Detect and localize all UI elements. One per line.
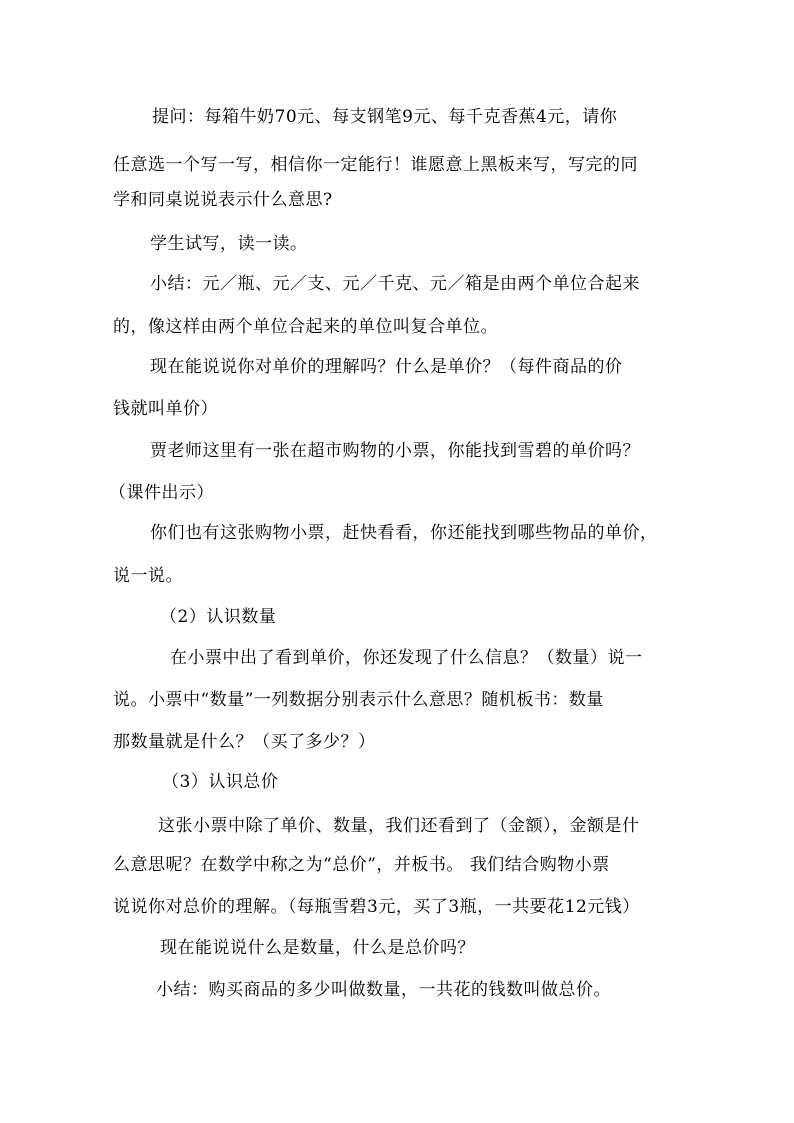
paragraph-line: 说一说。 (113, 566, 183, 586)
paragraph-line: 说说你对总价的理解。（每瓶雪碧3元，买了3瓶，一共要花12元钱） (113, 897, 640, 917)
section-heading: （3）认识总价 (162, 772, 279, 792)
paragraph-line: 么意思呢？在数学中称之为“总价”，并板书。 我们结合购物小票 (113, 855, 610, 875)
paragraph-line: 小结：元／瓶、元／支、元／千克、元／箱是由两个单位合起来 (150, 274, 640, 294)
paragraph-line: 你们也有这张购物小票，赶快看看，你还能找到哪些物品的单价， (150, 523, 658, 543)
paragraph-line: （课件出示） (109, 483, 214, 503)
paragraph-line: 任意选一个写一写，相信你一定能行！谁愿意上黑板来写，写完的同 (113, 155, 638, 175)
section-heading: （2）认识数量 (160, 607, 277, 627)
paragraph-line: 现在能说说什么是数量，什么是总价吗？ (160, 938, 475, 958)
paragraph-line: 在小票中出了看到单价，你还发现了什么信息？（数量）说一 (170, 648, 643, 668)
paragraph-line: 小结：购买商品的多少叫做数量，一共花的钱数叫做总价。 (156, 980, 611, 1000)
paragraph-line: 的，像这样由两个单位合起来的单位叫复合单位。 (113, 317, 498, 337)
paragraph-line: 学和同桌说说表示什么意思? (113, 190, 333, 210)
paragraph-line: 贾老师这里有一张在超市购物的小票，你能找到雪碧的单价吗？ (150, 441, 640, 461)
paragraph-line: 那数量就是什么？（买了多少？） (113, 732, 376, 752)
paragraph-line: 这张小票中除了单价、数量，我们还看到了（金额），金额是什 (158, 816, 640, 836)
paragraph-line: 提问：每箱牛奶70元、每支钢笔9元、每千克香蕉4元，请你 (152, 107, 618, 127)
paragraph-line: 现在能说说你对单价的理解吗？什么是单价？（每件商品的价 (150, 357, 623, 377)
paragraph-line: 说。小票中“数量”一列数据分别表示什么意思？随机板书：数量 (113, 690, 604, 710)
paragraph-line: 学生试写，读一读。 (150, 234, 308, 254)
paragraph-line: 钱就叫单价） (113, 399, 218, 419)
